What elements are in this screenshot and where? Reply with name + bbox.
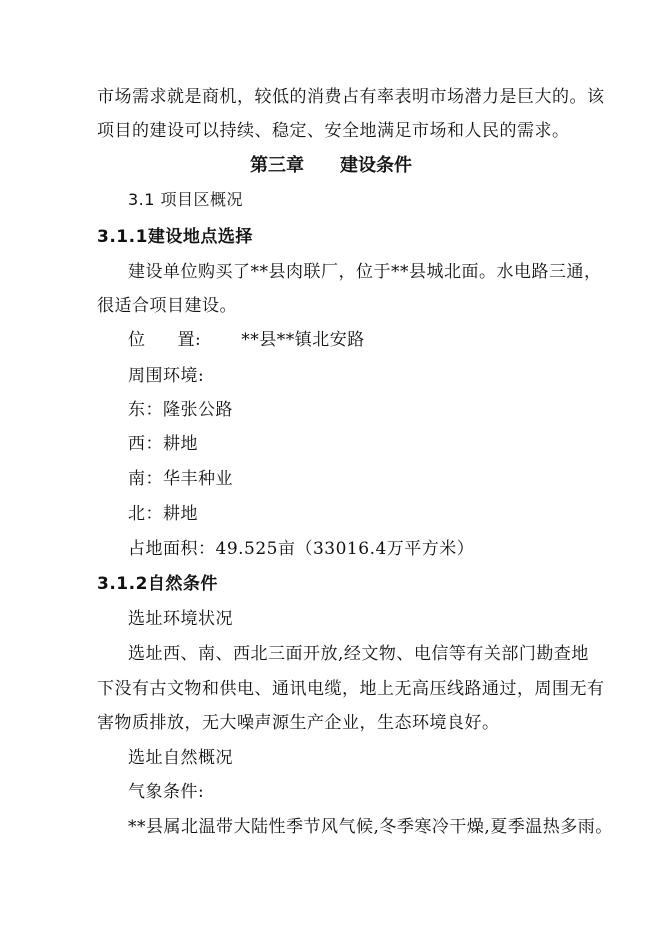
location-label-char-2: 置:	[177, 330, 202, 350]
intro-paragraph-line-1: 市场需求就是商机，较低的消费占有率表明市场潜力是巨大的。该	[97, 87, 605, 107]
site-environment-line-2: 下没有古文物和供电、通讯电缆，地上无高压线路通过，周围无有	[97, 679, 605, 699]
site-environment-line-3: 害物质排放，无大噪声源生产企业，生态环境良好。	[97, 713, 500, 733]
location-paragraph-line-1: 建设单位购买了**县肉联厂，位于**县城北面。水电路三通，	[128, 262, 602, 282]
land-area: 占地面积：49.525亩（33016.4万平方米）	[128, 539, 475, 559]
site-environment-heading: 选址环境状况	[128, 609, 233, 629]
chapter-title: 建设条件	[340, 155, 412, 176]
surroundings-west: 西：耕地	[128, 434, 198, 454]
section-heading: 3.1 项目区概况	[128, 190, 244, 209]
chapter-number: 第三章	[250, 155, 304, 176]
climate-paragraph-line-1: **县属北温带大陆性季节风气候,冬季寒冷干燥,夏季温热多雨。	[128, 817, 613, 837]
surroundings-north: 北：耕地	[128, 504, 198, 524]
subsection-heading-location: 3.1.1建设地点选择	[97, 227, 253, 247]
subsection-heading-natural: 3.1.2自然条件	[97, 574, 218, 594]
intro-paragraph-line-2: 项目的建设可以持续、稳定、安全地满足市场和人民的需求。	[97, 121, 570, 141]
location-row	[128, 329, 365, 351]
location-label-char-1: 位	[128, 330, 146, 350]
surroundings-east: 东：隆张公路	[128, 400, 233, 420]
chapter-heading	[0, 154, 662, 178]
surroundings-label: 周围环境:	[128, 366, 205, 386]
site-natural-heading: 选址自然概况	[128, 748, 233, 768]
site-environment-line-1: 选址西、南、西北三面开放,经文物、电信等有关部门勘查地	[128, 644, 589, 664]
surroundings-south: 南：华丰种业	[128, 469, 233, 489]
location-value: **县**镇北安路	[241, 330, 365, 350]
climate-label: 气象条件:	[128, 782, 205, 802]
location-paragraph-line-2: 很适合项目建设。	[97, 296, 237, 316]
